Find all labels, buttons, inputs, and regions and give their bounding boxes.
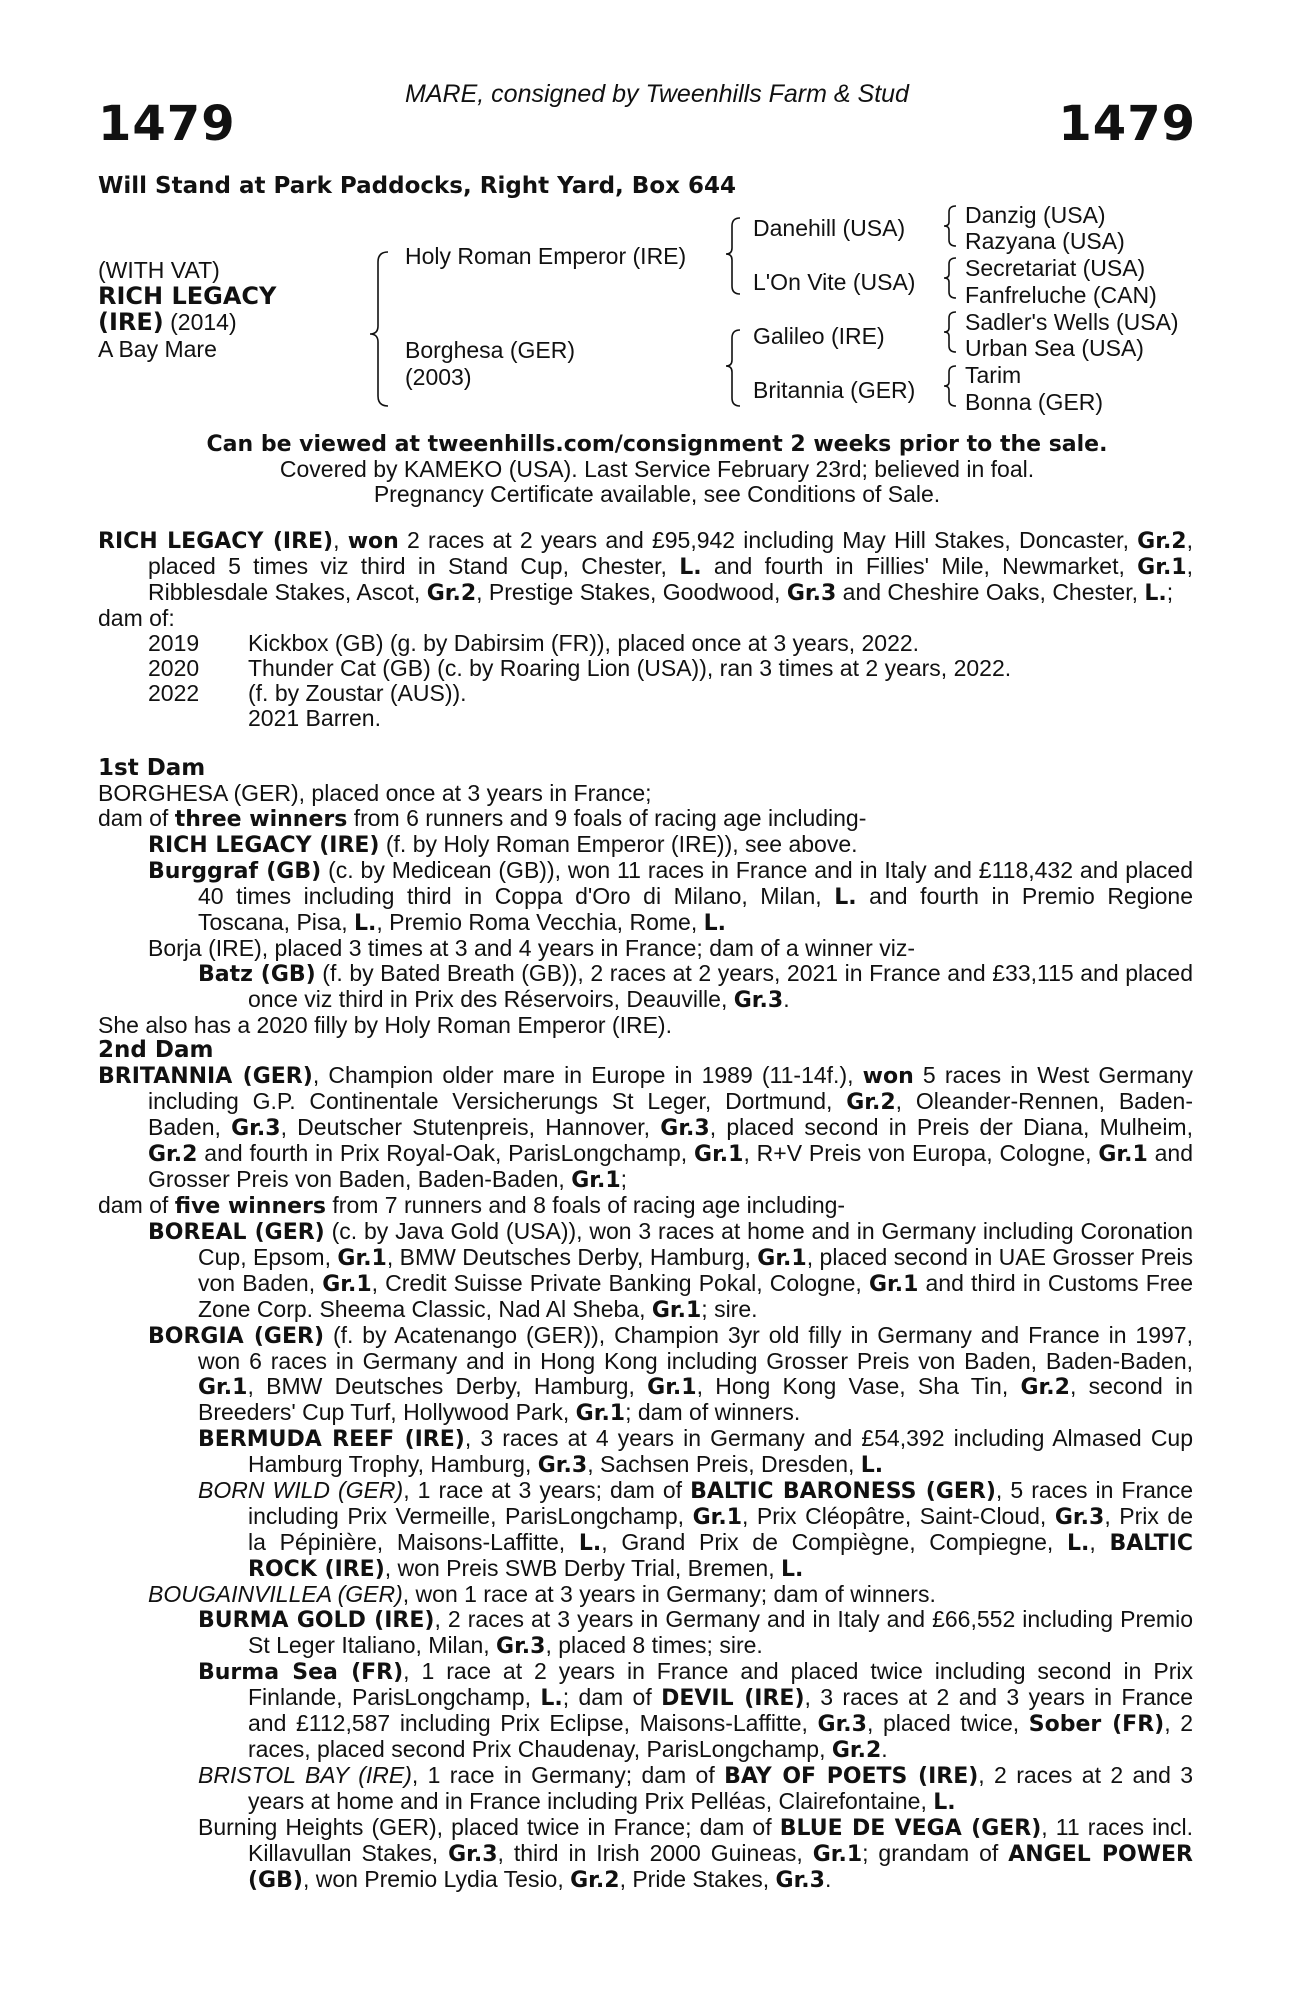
lot-number-right: 1479 — [1058, 96, 1196, 152]
pedigree-sss: Danzig (USA) — [965, 202, 1106, 228]
dam-of-label: dam of: — [98, 605, 175, 631]
second-dam-summary: dam of five winners from 7 runners and 8 foals of racing age including- — [98, 1192, 846, 1219]
progeny-born-wild: BORN WILD (GER), 1 race at 3 years; dam of BALTIC BARONESS (GER), 5 races in France including Prix Vermeille, ParisLongchamp, Gr.1, Prix Cléopâtre, Saint-Cloud, Gr.3, Prix de la Pépinière, Maisons-Laffitte, L., Grand Prix de Compiègne, Compiegne, L., BALTIC ROCK (IRE), won Preis SWB Derby Trial, Bremen, L. — [198, 1477, 1194, 1582]
pedigree-sire-sire: Danehill (USA) — [753, 215, 906, 241]
pedigree-dam-dam: Britannia (GER) — [753, 377, 916, 403]
horse-name: RICH LEGACY — [98, 282, 277, 310]
consignor-subtitle: MARE, consigned by Tweenhills Farm & Stud — [405, 80, 909, 108]
pedigree-ssd: Razyana (USA) — [965, 228, 1125, 254]
progeny-burma-sea: Burma Sea (FR), 1 race at 2 years in France and placed twice including second in Prix Finlande, ParisLongchamp, L.; dam of DEVIL (IRE), 3 races at 2 and 3 years in France and £112,587 including Prix Eclipse, Maisons-Laffitte, Gr.3, placed twice, Sober (FR), 2 races, placed second Prix Chaudenay, ParisLongchamp, Gr.2. — [198, 1658, 1194, 1763]
pedigree-sire-dam: L'On Vite (USA) — [753, 269, 916, 295]
progeny-borgia: BORGIA (GER) (f. by Acatenango (GER)), Champion 3yr old filly in Germany and France in 1997, won 6 races in Germany and in Hong Kong including Grosser Preis von Baden, Baden-Baden, Gr.1, BMW Deutsches Derby, Hamburg, Gr.1, Hong Kong Vase, Sha Tin, Gr.2, second in Breeders' Cup Turf, Hollywood Park, Gr.1; dam of winners. — [148, 1322, 1193, 1426]
vat-note: (WITH VAT) — [98, 257, 220, 283]
progeny-batz: Batz (GB) (f. by Bated Breath (GB)), 2 races at 2 years, 2021 in France and £33,115 and placed once viz third in Prix des Réservoirs, Deauville, Gr.3. — [198, 960, 1193, 1013]
first-dam-heading: 1st Dam — [98, 755, 206, 781]
pedigree-sire: Holy Roman Emperor (IRE) — [405, 243, 687, 269]
pedigree-sds: Secretariat (USA) — [965, 255, 1146, 281]
pedigree-sdd: Fanfreluche (CAN) — [965, 282, 1157, 308]
horse-origin-year: (IRE) (2014) — [98, 308, 237, 336]
covered-note: Covered by KAMEKO (USA). Last Service February 23rd; believed in foal. — [279, 456, 1035, 482]
progeny-burggraf: Burggraf (GB) (c. by Medicean (GB)), won 11 races in France and in Italy and £118,432 and placed 40 times including third in Coppa d'Oro di Milano, Milan, L. and fourth in Premio Regione Toscana, Pisa, L., Premio Roma Vecchia, Rome, L. — [148, 857, 1194, 936]
pedigree-brackets — [0, 0, 1314, 430]
pedigree-dss: Sadler's Wells (USA) — [965, 309, 1179, 335]
progeny-borja: Borja (IRE), placed 3 times at 3 and 4 years in France; dam of a winner viz- — [148, 935, 915, 961]
pedigree-dam-year: (2003) — [405, 364, 472, 390]
progeny-rich-legacy: RICH LEGACY (IRE) (f. by Holy Roman Emperor (IRE)), see above. — [148, 831, 858, 858]
lot-number-left: 1479 — [98, 96, 236, 152]
progeny-bermuda-reef: BERMUDA REEF (IRE), 3 races at 4 years in Germany and £54,392 including Almased Cup Hamburg Trophy, Hamburg, Gr.3, Sachsen Preis, Dresden, L. — [198, 1425, 1194, 1478]
horse-record: RICH LEGACY (IRE), won 2 races at 2 years and £95,942 including May Hill Stakes, Doncaster, Gr.2, placed 5 times viz third in Stand Cup, Chester, L. and fourth in Fillies' Mile, Newmarket, Gr.1, Ribblesdale Stakes, Ascot, Gr.2, Prestige Stakes, Goodwood, Gr.3 and Cheshire Oaks, Chester, L.; — [98, 527, 1193, 606]
progeny-boreal: BOREAL (GER) (c. by Java Gold (USA)), won 3 races at home and in Germany including Coronation Cup, Epsom, Gr.1, BMW Deutsches Derby, Hamburg, Gr.1, placed second in UAE Grosser Preis von Baden, Gr.1, Credit Suisse Private Banking Pokal, Cologne, Gr.1 and third in Customs Free Zone Corp. Sheema Classic, Nad Al Sheba, Gr.1; sire. — [148, 1218, 1194, 1323]
second-dam-heading: 2nd Dam — [98, 1037, 214, 1063]
produce-row: 2021 Barren. — [248, 705, 381, 731]
pedigree-dam: Borghesa (GER) — [405, 337, 576, 363]
progeny-bristol-bay: BRISTOL BAY (IRE), 1 race in Germany; dam of BAY OF POETS (IRE), 2 races at 2 and 3 years at home and in France including Prix Pelléas, Clairefontaine, L. — [198, 1762, 1194, 1815]
first-dam-summary: dam of three winners from 6 runners and 9 foals of racing age including- — [98, 805, 867, 832]
she-also-note: She also has a 2020 filly by Holy Roman Emperor (IRE). — [98, 1012, 672, 1038]
produce-row: 2019 Kickbox (GB) (g. by Dabirsim (FR)), placed once at 3 years, 2022. — [148, 630, 920, 656]
pedigree-dds: Tarim — [965, 362, 1022, 388]
horse-description: A Bay Mare — [98, 336, 217, 362]
second-dam-record: BRITANNIA (GER), Champion older mare in Europe in 1989 (11-14f.), won 5 races in West Germany including G.P. Continentale Versicherungs St Leger, Dortmund, Gr.2, Oleander-Rennen, Baden-Baden, Gr.3, Deutscher Stutenpreis, Hannover, Gr.3, placed second in Preis der Diana, Mulheim, Gr.2 and fourth in Prix Royal-Oak, ParisLongchamp, Gr.1, R+V Preis von Europa, Cologne, Gr.1 and Grosser Preis von Baden, Baden-Baden, Gr.1; — [98, 1062, 1193, 1193]
produce-row: 2020 Thunder Cat (GB) (c. by Roaring Lion (USA)), ran 3 times at 2 years, 2022. — [148, 655, 1012, 681]
pedigree-dsd: Urban Sea (USA) — [965, 335, 1144, 361]
viewing-note: Can be viewed at tweenhills.com/consignment 2 weeks prior to the sale. — [206, 432, 1108, 457]
stand-location: Will Stand at Park Paddocks, Right Yard, Box 644 — [98, 173, 736, 199]
first-dam-line: BORGHESA (GER), placed once at 3 years in France; — [98, 780, 652, 806]
catalogue-body — [98, 528, 1193, 1893]
pedigree-dam-sire: Galileo (IRE) — [753, 323, 885, 349]
produce-row: 2022 (f. by Zoustar (AUS)). — [148, 680, 467, 706]
progeny-burma-gold: BURMA GOLD (IRE), 2 races at 3 years in Germany and in Italy and £66,552 including Premio St Leger Italiano, Milan, Gr.3, placed 8 times; sire. — [198, 1606, 1193, 1659]
pregnancy-note: Pregnancy Certificate available, see Conditions of Sale. — [373, 481, 941, 507]
pedigree-ddd: Bonna (GER) — [965, 389, 1104, 415]
progeny-bougainvillea: BOUGAINVILLEA (GER), won 1 race at 3 years in Germany; dam of winners. — [148, 1581, 936, 1607]
progeny-burning-heights: Burning Heights (GER), placed twice in France; dam of BLUE DE VEGA (GER), 11 races incl. Killavullan Stakes, Gr.3, third in Irish 2000 Guineas, Gr.1; grandam of ANGEL POWER (GB), won Premio Lydia Tesio, Gr.2, Pride Stakes, Gr.3. — [198, 1814, 1193, 1893]
